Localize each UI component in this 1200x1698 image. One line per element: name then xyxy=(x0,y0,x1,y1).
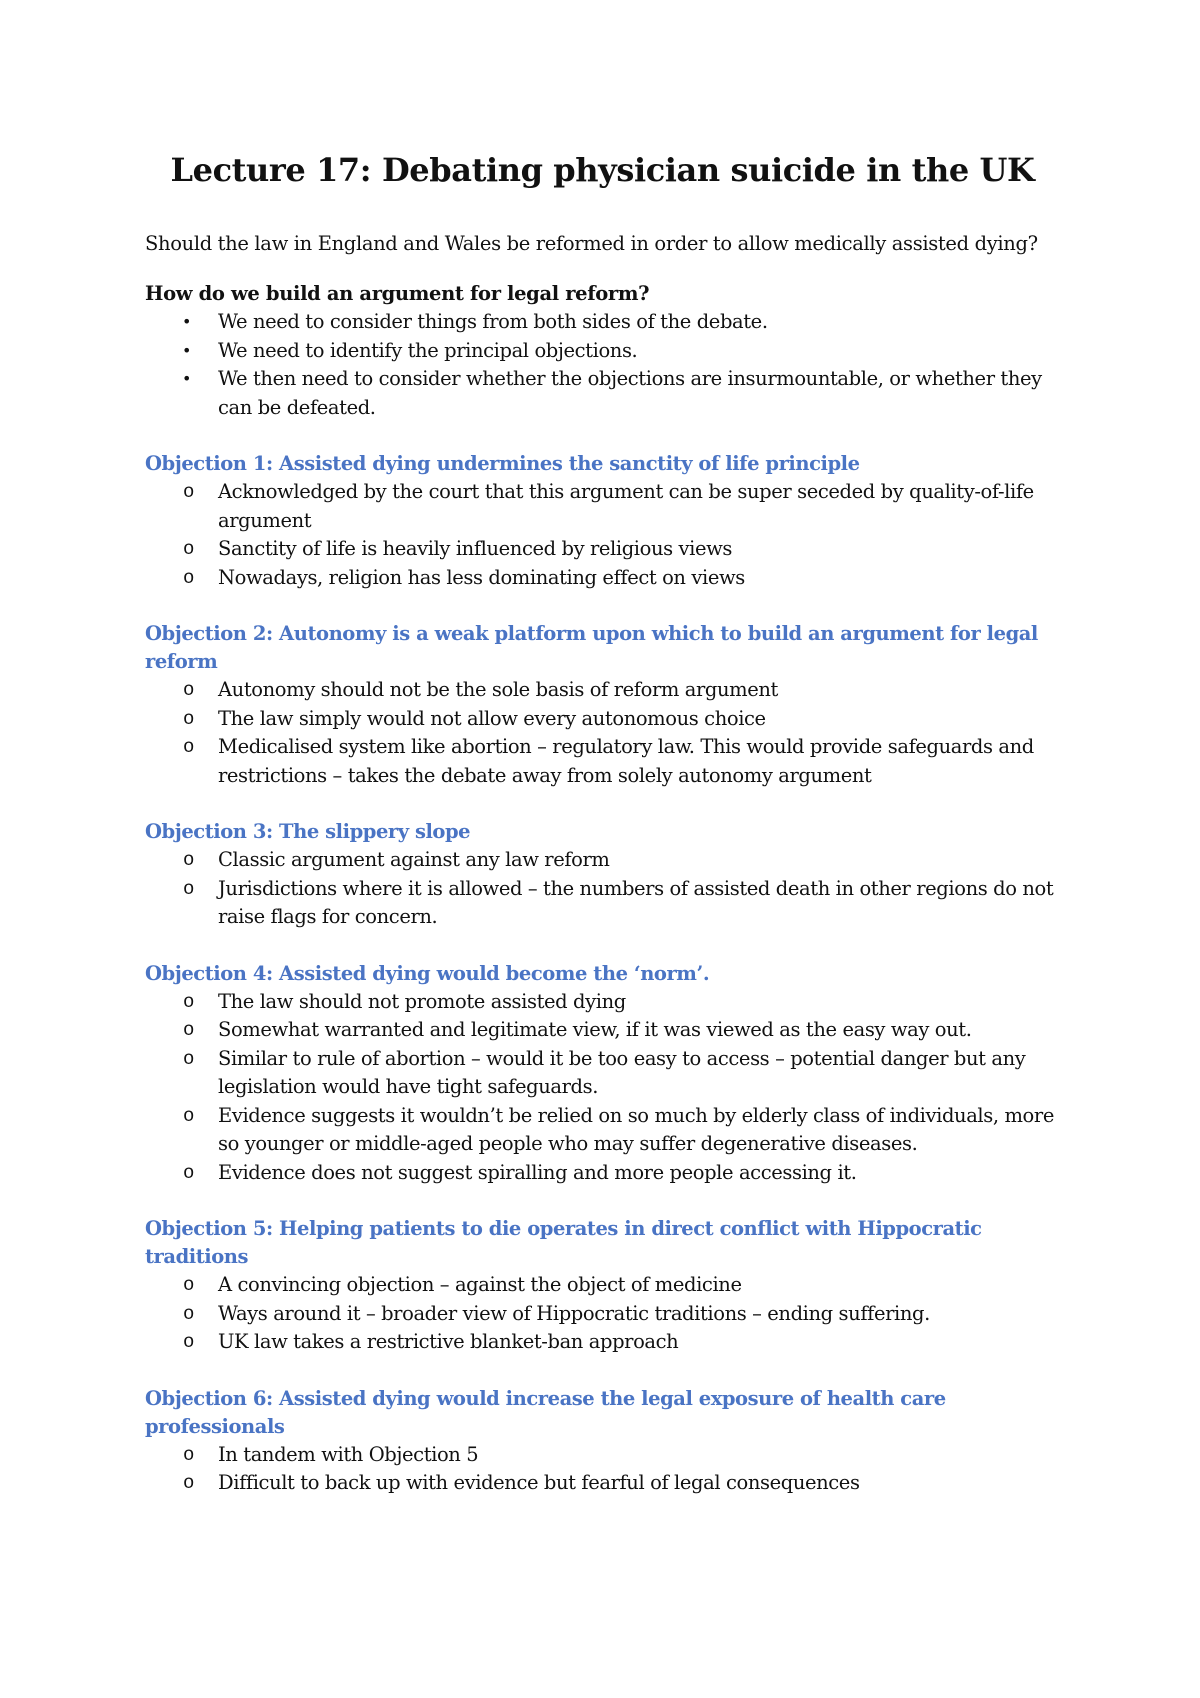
sub-bullet-marker: o xyxy=(183,679,195,701)
list-item xyxy=(145,1328,1060,1357)
list-item xyxy=(145,308,1060,337)
list-item xyxy=(145,676,1060,705)
sub-bullet-marker: o xyxy=(183,1331,195,1353)
bullet-marker: • xyxy=(182,369,192,388)
page-title: Lecture 17: Debating physician suicide in the UK xyxy=(170,151,1035,189)
list-item-text: A convincing objection – against the object of medicine xyxy=(218,1273,742,1296)
list-item-text: We then need to consider whether the objections are insurmountable, or whether they can be defeated. xyxy=(218,367,1042,419)
sub-bullet-marker: o xyxy=(183,538,195,560)
list-item-text: The law should not promote assisted dying xyxy=(218,989,626,1013)
objection-section xyxy=(145,1385,1060,1498)
sub-bullet-marker: o xyxy=(183,1302,195,1325)
list-item xyxy=(145,1300,1060,1329)
list-item-text: In tandem with Objection 5 xyxy=(218,1442,479,1466)
list-item xyxy=(145,337,1060,366)
objection-list xyxy=(145,1441,1060,1498)
list-item-text: Acknowledged by the court that this argument can be super seceded by quality-of-life argument xyxy=(218,480,1034,532)
list-item-text: Somewhat warranted and legitimate view, if it was viewed as the easy way out. xyxy=(218,1018,972,1041)
list-item-text: UK law takes a restrictive blanket-ban approach xyxy=(218,1330,679,1353)
list-item-text: Difficult to back up with evidence but fearful of legal consequences xyxy=(218,1471,860,1494)
list-item xyxy=(145,1159,1060,1188)
list-item xyxy=(145,478,1060,535)
list-item xyxy=(145,875,1060,932)
objection-section xyxy=(145,1215,1060,1357)
sub-bullet-marker: o xyxy=(183,1274,195,1296)
list-item xyxy=(145,1016,1060,1045)
list-item-text: Medicalised system like abortion – regulatory law. This would provide safeguards and restrictions – takes the debate away from solely autonomy argument xyxy=(218,735,1034,787)
sub-bullet-marker: o xyxy=(183,1161,195,1184)
list-item xyxy=(145,846,1060,875)
sub-bullet-marker: o xyxy=(183,736,195,758)
objection-list xyxy=(145,846,1060,932)
list-item-text: We need to identify the principal objections. xyxy=(218,338,638,362)
sub-bullet-marker: o xyxy=(183,1047,195,1070)
list-item xyxy=(145,535,1060,564)
sub-bullet-marker: o xyxy=(183,481,195,503)
list-item-text: Sanctity of life is heavily influenced by religious views xyxy=(218,537,733,560)
objection-section xyxy=(145,818,1060,932)
sub-bullet-marker: o xyxy=(183,1104,195,1127)
list-item-text: Evidence suggests it wouldn’t be relied on so much by elderly class of individuals, more so younger or middle-aged people who may suffer degenerative diseases. xyxy=(218,1103,1054,1155)
objection-list xyxy=(145,988,1060,1188)
objection-heading: Objection 3: The slippery slope xyxy=(145,820,471,843)
sub-bullet-marker: o xyxy=(183,849,195,871)
bullet-marker: • xyxy=(182,340,192,360)
list-item xyxy=(145,365,1060,422)
objection-list xyxy=(145,1271,1060,1357)
list-item xyxy=(145,733,1060,790)
sub-bullet-marker: o xyxy=(183,877,195,900)
sub-bullet-marker: o xyxy=(183,1443,195,1466)
list-item xyxy=(145,705,1060,734)
objection-heading: Objection 5: Helping patients to die operates in direct conflict with Hippocratic traditions xyxy=(145,1217,982,1268)
list-item xyxy=(145,1441,1060,1470)
list-item xyxy=(145,988,1060,1017)
objection-section xyxy=(145,960,1060,1188)
sub-bullet-marker: o xyxy=(183,566,195,589)
objection-heading: Objection 6: Assisted dying would increase the legal exposure of health care professionals xyxy=(145,1386,946,1438)
list-item xyxy=(145,1469,1060,1498)
list-item-text: We need to consider things from both sides of the debate. xyxy=(218,310,768,333)
list-item-text: The law simply would not allow every autonomous choice xyxy=(218,706,766,730)
sub-bullet-marker: o xyxy=(183,1472,195,1494)
argument-list xyxy=(145,308,1060,422)
list-item-text: Autonomy should not be the sole basis of reform argument xyxy=(218,678,778,701)
list-item-text: Evidence does not suggest spiralling and more people accessing it. xyxy=(218,1160,857,1184)
list-item xyxy=(145,1271,1060,1300)
sub-bullet-marker: o xyxy=(183,707,195,730)
list-item xyxy=(145,1102,1060,1159)
sub-bullet-marker: o xyxy=(183,990,195,1013)
bullet-marker: • xyxy=(182,312,192,331)
objection-section xyxy=(145,450,1060,592)
list-item-text: Ways around it – broader view of Hippocratic traditions – ending suffering. xyxy=(218,1301,930,1325)
list-item xyxy=(145,1045,1060,1102)
objection-list xyxy=(145,478,1060,592)
lead-question: Should the law in England and Wales be reformed in order to allow medically assisted dying? xyxy=(145,232,1038,255)
objection-heading: Objection 1: Assisted dying undermines the sanctity of life principle xyxy=(145,452,860,475)
objection-list xyxy=(145,676,1060,790)
sub-bullet-marker: o xyxy=(183,1019,195,1041)
list-item xyxy=(145,564,1060,593)
list-item-text: Jurisdictions where it is allowed – the numbers of assisted death in other regions do not raise flags for concern. xyxy=(218,876,1054,928)
argument-heading: How do we build an argument for legal reform? xyxy=(145,282,650,305)
list-item-text: Classic argument against any law reform xyxy=(218,848,610,871)
objection-heading: Objection 4: Assisted dying would become the ‘norm’. xyxy=(145,961,710,985)
objection-heading: Objection 2: Autonomy is a weak platform upon which to build an argument for legal reform xyxy=(145,622,1038,673)
list-item-text: Similar to rule of abortion – would it be too easy to access – potential danger but any legislation would have tight safeguards. xyxy=(218,1046,1026,1098)
list-item-text: Nowadays, religion has less dominating effect on views xyxy=(218,565,745,589)
objection-section xyxy=(145,620,1060,790)
